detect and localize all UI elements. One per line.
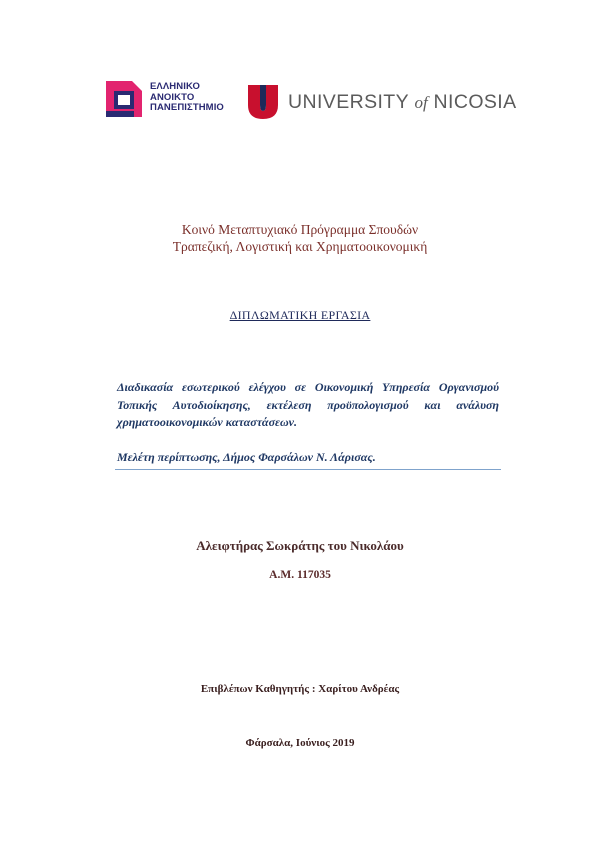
eap-logo-text <box>150 82 245 114</box>
case-study-line: Μελέτη περίπτωσης, Δήμος Φαρσάλων Ν. Λάρισας. <box>117 450 376 464</box>
title-divider <box>115 469 501 470</box>
hellenic-open-university-logo <box>102 77 242 127</box>
unic-logo-text <box>288 91 517 114</box>
unic-text-of: of <box>414 93 428 112</box>
program-line-2: Τραπεζική, Λογιστική και Χρηματοοικονομική <box>172 239 428 254</box>
program-line-1: Κοινό Μεταπτυχιακό Πρόγραμμα Σπουδών <box>181 222 419 237</box>
registration-number: Α.Μ. 117035 <box>269 569 331 581</box>
supervisor-line: Επιβλέπων Καθηγητής : Χαρίτου Ανδρέας <box>200 683 400 695</box>
eap-line-3: ΠΑΝΕΠΙΣΤΗΜΙΟ <box>150 102 224 113</box>
eap-logo-mark-icon <box>102 77 146 121</box>
thesis-label: ΔΙΠΛΩΜΑΤΙΚΗ ΕΡΓΑΣΙΑ <box>229 308 371 322</box>
unic-text-nicosia: NICOSIA <box>427 91 517 113</box>
program-heading <box>0 221 600 255</box>
eap-line-1: ΕΛΛΗΝΙΚΟ <box>150 81 200 92</box>
eap-line-2: ΑΝΟΙΚΤΟ <box>150 91 195 103</box>
unic-text-university: UNIVERSITY <box>288 91 415 113</box>
thesis-title: Διαδικασία εσωτερικού ελέγχου σε Οικονομική Υπηρεσία Οργανισμού Τοπικής Αυτοδιοίκησης, εκτέλεση προϋπολογισμού και ανάλυση χρηματοοικονομικών καταστάσεων. <box>117 380 499 429</box>
university-of-nicosia-logo <box>246 83 517 123</box>
author-name: Αλειφτήρας Σωκράτης του Νικολάου <box>196 538 404 553</box>
place-date: Φάρσαλα, Ιούνιος 2019 <box>245 737 355 749</box>
unic-logo-mark-icon <box>246 83 280 121</box>
